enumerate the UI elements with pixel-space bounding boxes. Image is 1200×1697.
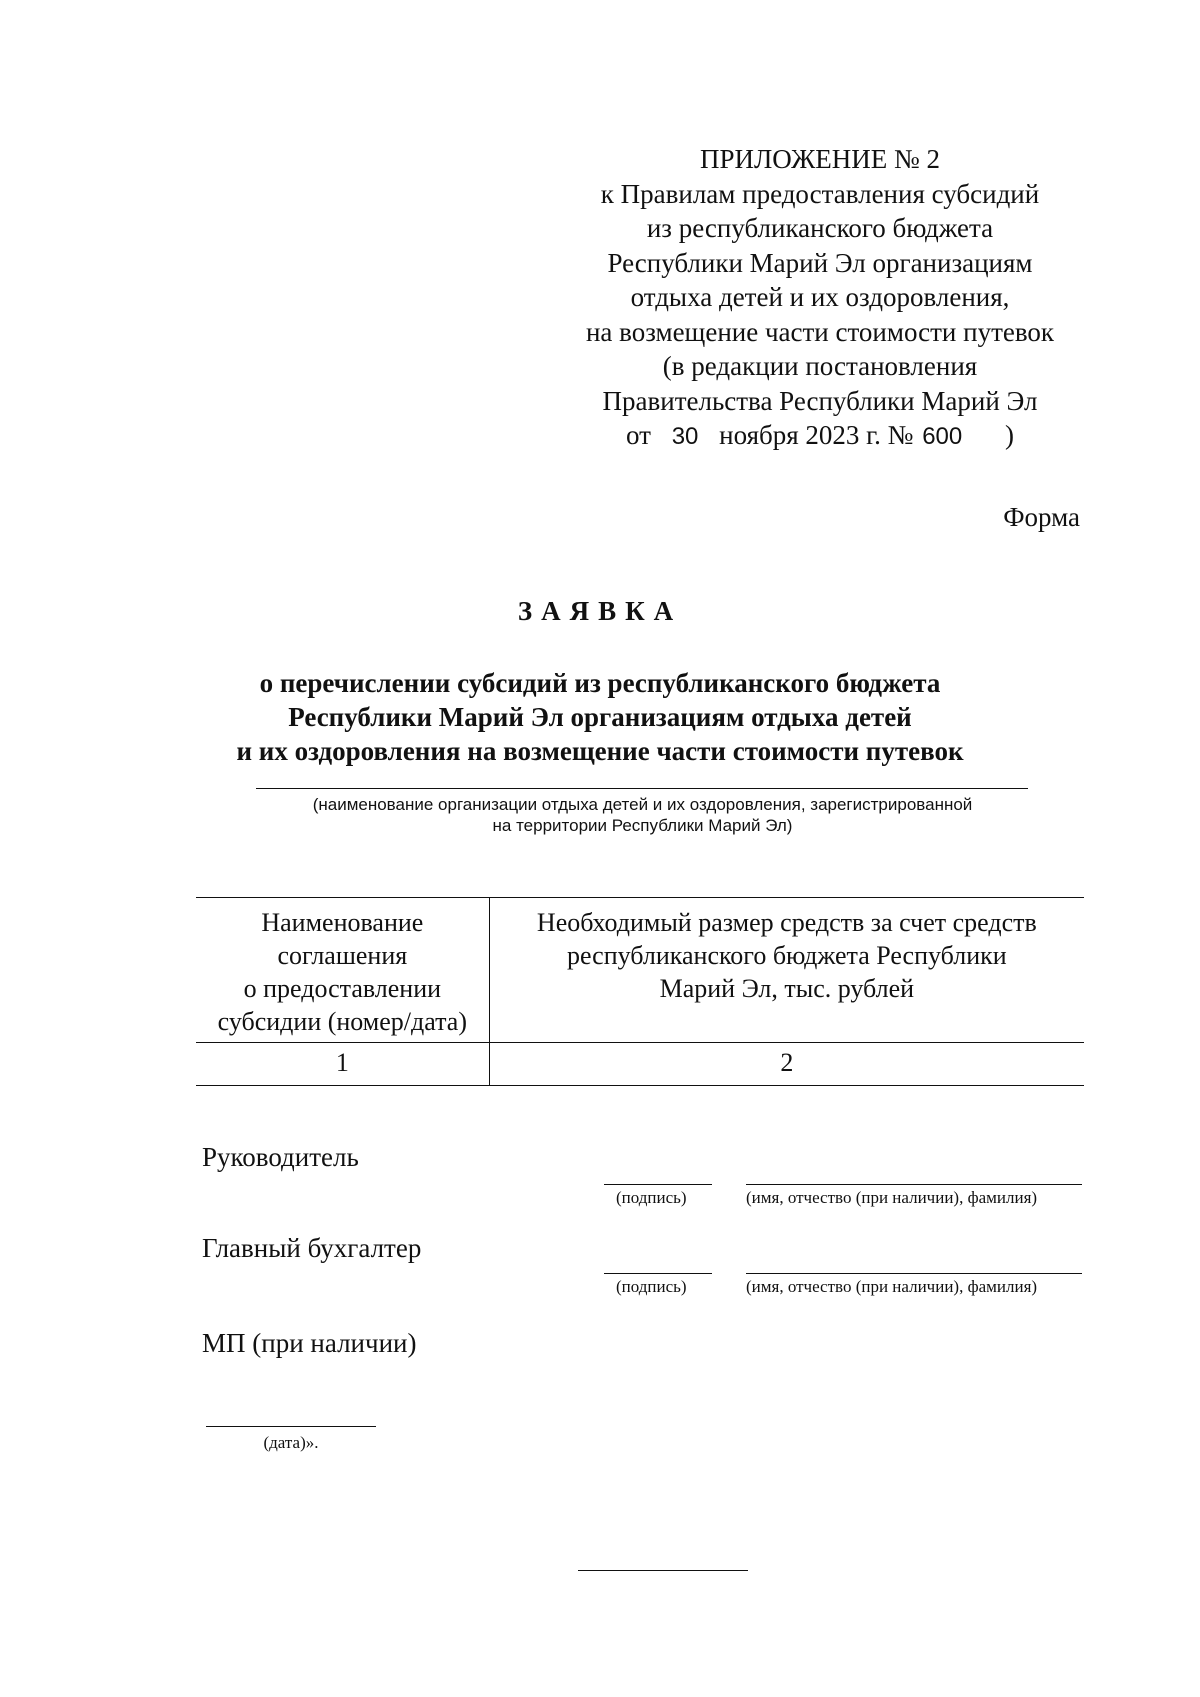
caption-line: (наименование организации отдыха детей и их оздоровления, зарегистрированной [312, 795, 973, 814]
head-name-line [746, 1184, 1082, 1185]
resolution-number: 600 [922, 423, 963, 450]
appendix-date-line [560, 418, 1080, 455]
appendix-title: ПРИЛОЖЕНИЕ № 2 [699, 144, 941, 174]
head-signature-caption: (подпись) [616, 1188, 687, 1207]
seal-label: МП (при наличии) [202, 1328, 417, 1358]
footer-separator [578, 1570, 748, 1571]
header-line: о предоставлении [243, 974, 442, 1003]
date-line [206, 1426, 376, 1427]
appendix-line: к Правилам предоставления субсидий [600, 178, 1040, 209]
caption-line: на территории Республики Марий Эл) [492, 816, 793, 835]
appendix-line: (в редакции постановления [662, 351, 978, 381]
accountant-name-caption: (имя, отчество (при наличии), фамилия) [746, 1277, 1038, 1296]
subtitle-line: и их оздоровления на возмещение части стоимости путевок [236, 736, 964, 766]
header-line: субсидии (номер/дата) [217, 1007, 468, 1036]
accountant-name-line [746, 1273, 1082, 1274]
table-header-row [196, 898, 1084, 1043]
accountant-signature-line [604, 1273, 712, 1274]
header-line: соглашения [277, 941, 408, 970]
organization-name-caption [200, 794, 1085, 836]
head-label: Руководитель [202, 1142, 359, 1172]
date-prefix: от [625, 420, 651, 450]
header-line: Марий Эл, тыс. рублей [659, 974, 915, 1003]
subtitle-line: Республики Марий Эл организациям отдыха детей [288, 702, 912, 732]
date-day: 30 [671, 423, 699, 450]
accountant-signature-caption: (подпись) [616, 1277, 687, 1296]
document-title: ЗАЯВКА [517, 596, 683, 626]
appendix-line: на возмещение части стоимости путевок [585, 316, 1055, 347]
appendix-line: Республики Марий Эл организациям [607, 247, 1033, 278]
date-middle: ноября 2023 г. № [719, 420, 914, 450]
appendix-line: отдыха детей и их оздоровления, [630, 282, 1010, 312]
appendix-header [560, 142, 1080, 455]
subtitle-line: о перечислении субсидий из республиканского бюджета [259, 668, 941, 698]
header-line: республиканского бюджета Республики [566, 941, 1007, 970]
head-name-caption: (имя, отчество (при наличии), фамилия) [746, 1188, 1038, 1207]
table-number-row [196, 1043, 1084, 1086]
subsidy-table-grid [196, 897, 1084, 1086]
document-subtitle [150, 666, 1050, 768]
header-line: Необходимый размер средств за счет средств [536, 908, 1037, 937]
date-suffix: ) [1005, 420, 1014, 450]
head-signature-line [604, 1184, 712, 1185]
organization-name-line [256, 788, 1028, 789]
date-caption: (дата)». [263, 1433, 319, 1452]
column-number-2: 2 [489, 1043, 1084, 1086]
column-header-agreement [196, 898, 489, 1043]
header-line: Наименование [261, 908, 424, 937]
appendix-line: из республиканского бюджета [646, 213, 994, 243]
form-label: Форма [1003, 502, 1080, 532]
column-header-amount [489, 898, 1084, 1043]
subsidy-table [196, 897, 1084, 1086]
appendix-line: Правительства Республики Марий Эл [602, 385, 1038, 416]
column-number-1: 1 [196, 1043, 489, 1086]
chief-accountant-label: Главный бухгалтер [202, 1233, 422, 1263]
